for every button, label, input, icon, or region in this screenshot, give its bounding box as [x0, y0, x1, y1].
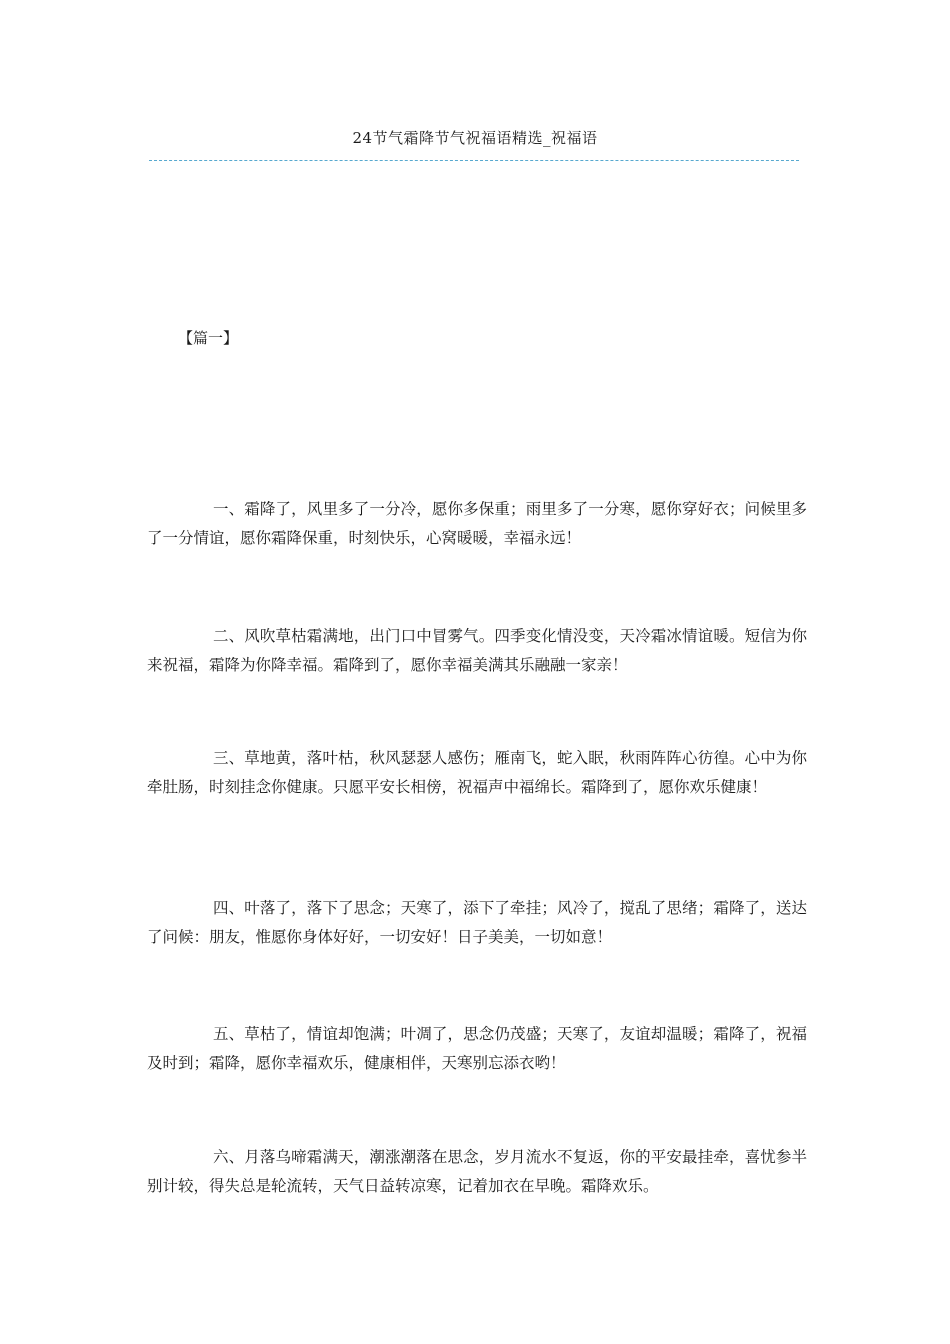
- paragraph-6: 六、月落乌啼霜满天，潮涨潮落在思念，岁月流水不复返，你的平安最挂牵，喜忧参半别计较，得失总是轮流转，天气日益转凉寒，记着加衣在早晚。霜降欢乐。: [147, 1148, 807, 1195]
- paragraph-5: 五、草枯了，情谊却饱满；叶凋了，思念仍茂盛；天寒了，友谊却温暖；霜降了，祝福及时到；霜降，愿你幸福欢乐，健康相伴，天寒别忘添衣哟！: [147, 1025, 807, 1072]
- paragraph-2: 二、风吹草枯霜满地，出门口中冒雾气。四季变化情没变，天冷霜冰情谊暖。短信为你来祝福，霜降为你降幸福。霜降到了，愿你幸福美满其乐融融一家亲！: [147, 627, 807, 674]
- title-divider: [149, 160, 799, 161]
- paragraph-3: 三、草地黄，落叶枯，秋风瑟瑟人感伤；雁南飞，蛇入眠，秋雨阵阵心彷徨。心中为你牵肚肠，时刻挂念你健康。只愿平安长相傍，祝福声中福绵长。霜降到了，愿你欢乐健康！: [147, 749, 807, 796]
- document-title: 24节气霜降节气祝福语精选_祝福语: [352, 129, 598, 147]
- paragraph-4: 四、叶落了，落下了思念；天寒了，添下了牵挂；风冷了，搅乱了思绪；霜降了，送达了问候：朋友，惟愿你身体好好，一切安好！日子美美，一切如意！: [147, 899, 807, 946]
- section-label: 【篇一】: [178, 329, 239, 347]
- paragraph-1: 一、霜降了，风里多了一分冷，愿你多保重；雨里多了一分寒，愿你穿好衣；问候里多了一分情谊，愿你霜降保重，时刻快乐，心窝暖暖，幸福永远！: [147, 500, 807, 547]
